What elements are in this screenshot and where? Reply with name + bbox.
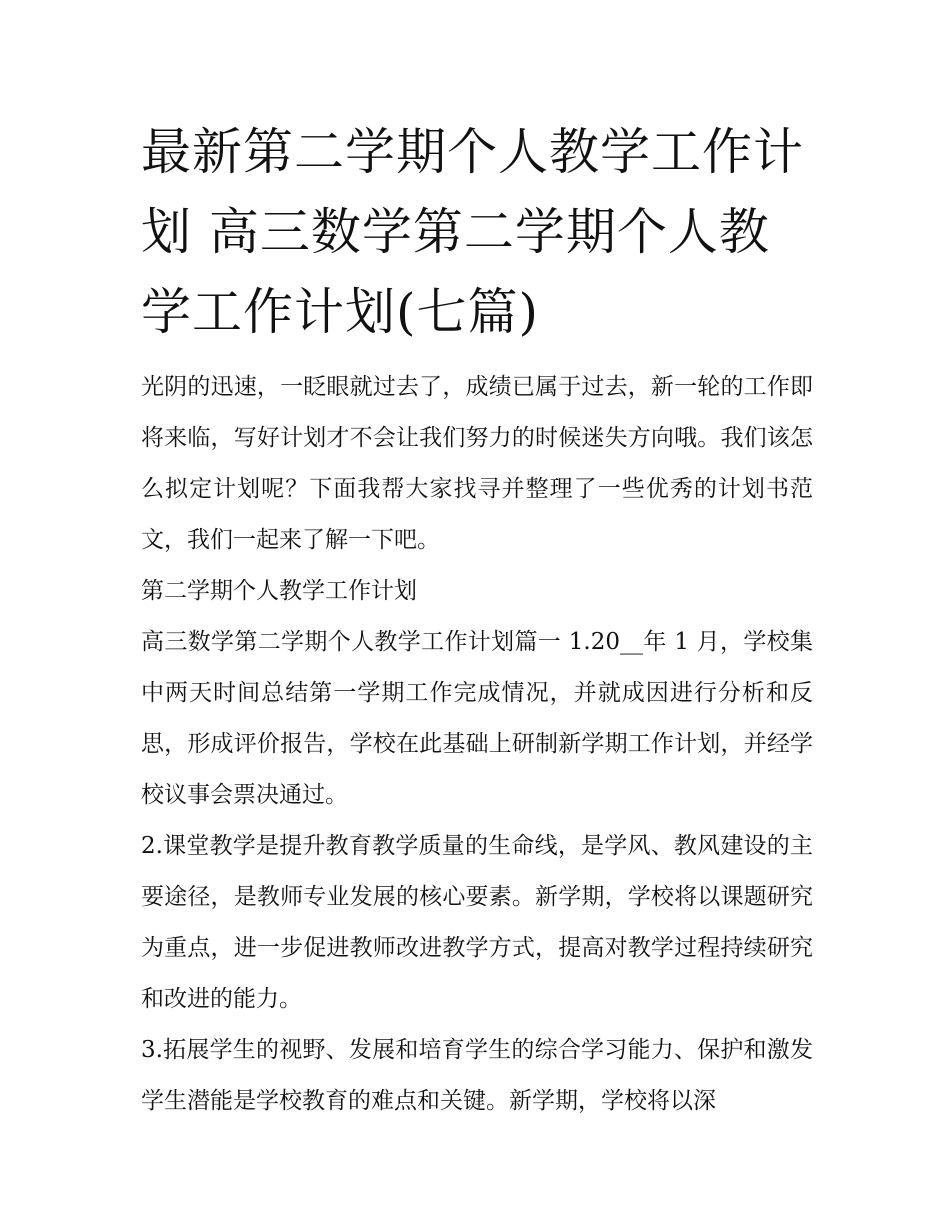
paragraph-item-1: 高三数学第二学期个人教学工作计划篇一 1.20__年 1 月，学校集中两天时间总结第一学期工作完成情况，并就成因进行分析和反思，形成评价报告，学校在此基础上研制新学期工作计划，并经学校议事会票决通过。 — [141, 629, 813, 808]
paragraph-item-3: 3.拓展学生的视野、发展和培育学生的综合学习能力、保护和激发学生潜能是学校教育的难点和关键。新学期，学校将以深 — [141, 1037, 813, 1114]
paragraph-subheading: 第二学期个人教学工作计划 — [141, 578, 417, 604]
document-page — [141, 112, 813, 1127]
paragraph-item-2: 2.课堂教学是提升教育教学质量的生命线，是学风、教风建设的主要途径，是教师专业发展的核心要素。新学期，学校将以课题研究为重点，进一步促进教师改进教学方式，提高对教学过程持续研究和改进的能力。 — [141, 833, 813, 1012]
document-title: 最新第二学期个人教学工作计划 高三数学第二学期个人教学工作计划(七篇) — [141, 123, 804, 341]
title-spacer — [141, 352, 813, 362]
paragraph-intro: 光阴的迅速，一眨眼就过去了，成绩已属于过去，新一轮的工作即将来临，写好计划才不会让我们努力的时候迷失方向哦。我们该怎么拟定计划呢？下面我帮大家找寻并整理了一些优秀的计划书范文，我们一起来了解一下吧。 — [141, 374, 813, 553]
